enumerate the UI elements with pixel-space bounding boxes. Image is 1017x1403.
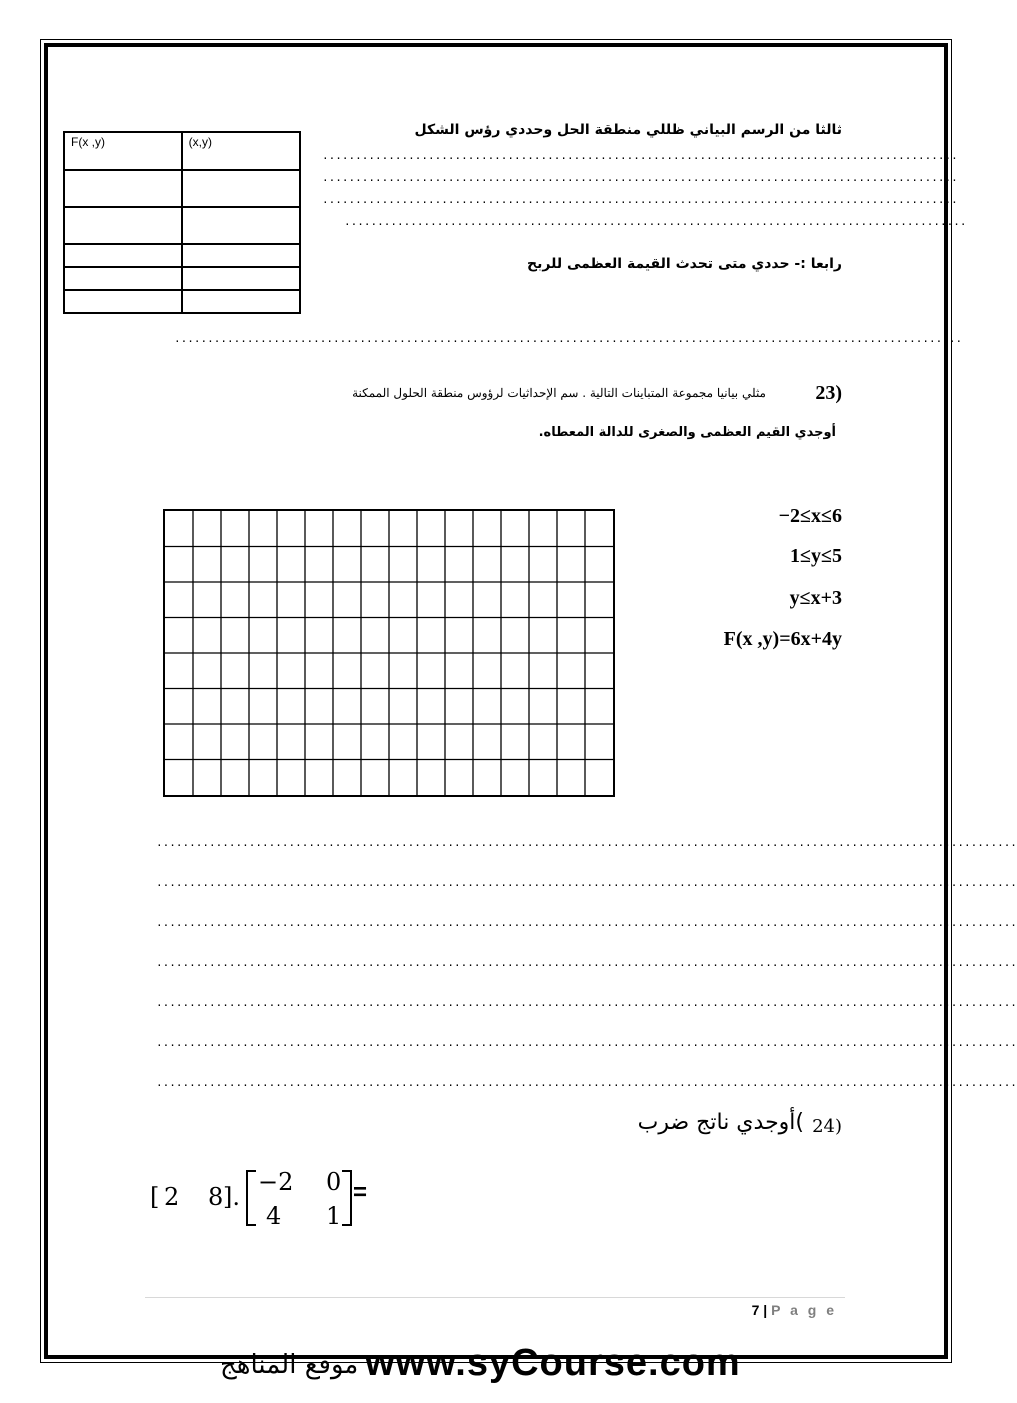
table-cell[interactable] — [64, 267, 182, 290]
answer-line[interactable]: .................................................................................................................................. — [156, 1076, 1017, 1089]
answer-line[interactable]: .................................................................................................................................. — [156, 1036, 1017, 1049]
right-bracket — [340, 1169, 354, 1227]
table-cell[interactable] — [64, 207, 182, 244]
section4-question: رابعا :- حددي متى تحدث القيمة العظمى للربح — [527, 256, 842, 272]
graph-grid[interactable] — [163, 509, 615, 797]
header-f: F(x ,y) — [64, 132, 182, 170]
answer-line[interactable]: ................................................................................................ — [322, 193, 958, 206]
table-cell[interactable] — [64, 290, 182, 313]
table-cell[interactable] — [64, 244, 182, 267]
matrix-r1c2: 0 — [326, 1168, 342, 1196]
matrix-r2c1: 4 — [266, 1202, 282, 1230]
table-cell[interactable] — [64, 170, 182, 207]
row-vector-a: 2 — [164, 1183, 180, 1211]
header-xy: (x,y) — [182, 132, 300, 170]
q24-text: )أوجدي ناتج ضرب — [637, 1110, 804, 1135]
table-cell[interactable] — [182, 290, 300, 313]
answer-line[interactable]: ................................................................................................ — [322, 171, 958, 184]
footer-divider — [145, 1297, 845, 1298]
answer-line[interactable]: ....................................................................................................................... — [174, 332, 963, 345]
vertex-table — [63, 131, 301, 314]
answer-line[interactable]: .................................................................................................................................. — [156, 916, 1017, 929]
watermark-arabic: موقع المناهج — [220, 1350, 359, 1380]
table-row — [64, 207, 300, 244]
table-row — [64, 170, 300, 207]
answer-line[interactable]: ................................................................................................ — [322, 149, 958, 162]
left-bracket — [244, 1169, 258, 1227]
answer-line[interactable]: .................................................................................................................................. — [156, 956, 1017, 969]
objective-function: F(x ,y)=6x+4y — [723, 628, 842, 650]
table-cell[interactable] — [182, 207, 300, 244]
footer-separator: | — [763, 1302, 768, 1318]
answer-line[interactable]: .................................................................................................................................. — [156, 996, 1017, 1009]
q23-line1: مثلي بيانيا مجموعة المتباينات التالية . سم الإحداثيات لرؤوس منطقة الحلول الممكنة — [352, 386, 766, 400]
inequality-y-range: 1≤y≤5 — [790, 545, 842, 567]
table-row — [64, 290, 300, 313]
q24-number: 24) — [812, 1116, 842, 1137]
page-label: P a g e — [771, 1302, 837, 1318]
answer-line[interactable]: .............................................................................................. — [344, 215, 967, 228]
answer-line[interactable]: .................................................................................................................................. — [156, 876, 1017, 889]
site-watermark — [215, 1342, 775, 1390]
inequality-y-le-x3: y≤x+3 — [789, 587, 842, 609]
table-row — [64, 267, 300, 290]
table-cell[interactable] — [182, 267, 300, 290]
grid-lines — [165, 511, 613, 795]
table-cell[interactable] — [182, 170, 300, 207]
matrix-r2c2: 1 — [326, 1202, 342, 1230]
q23-number: 23) — [815, 382, 842, 404]
row-vector-b: 8 — [208, 1183, 224, 1211]
equals-sign: = — [353, 1179, 368, 1206]
section3-question: ثالثا من الرسم البياني ظللي منطقة الحل وحددي رؤس الشكل — [414, 122, 842, 138]
watermark-url: www.syCourse.com — [365, 1342, 741, 1384]
answer-line[interactable]: .................................................................................................................................. — [156, 836, 1017, 849]
inequality-x-range: −2≤x≤6 — [778, 505, 842, 527]
page-footer — [752, 1302, 837, 1318]
table-cell[interactable] — [182, 244, 300, 267]
table-row — [64, 244, 300, 267]
page-number: 7 — [751, 1302, 760, 1318]
matrix-r1c1: −2 — [258, 1168, 294, 1196]
q23-line2: أوجدي القيم العظمى والصغرى للدالة المعطاه. — [538, 425, 836, 440]
